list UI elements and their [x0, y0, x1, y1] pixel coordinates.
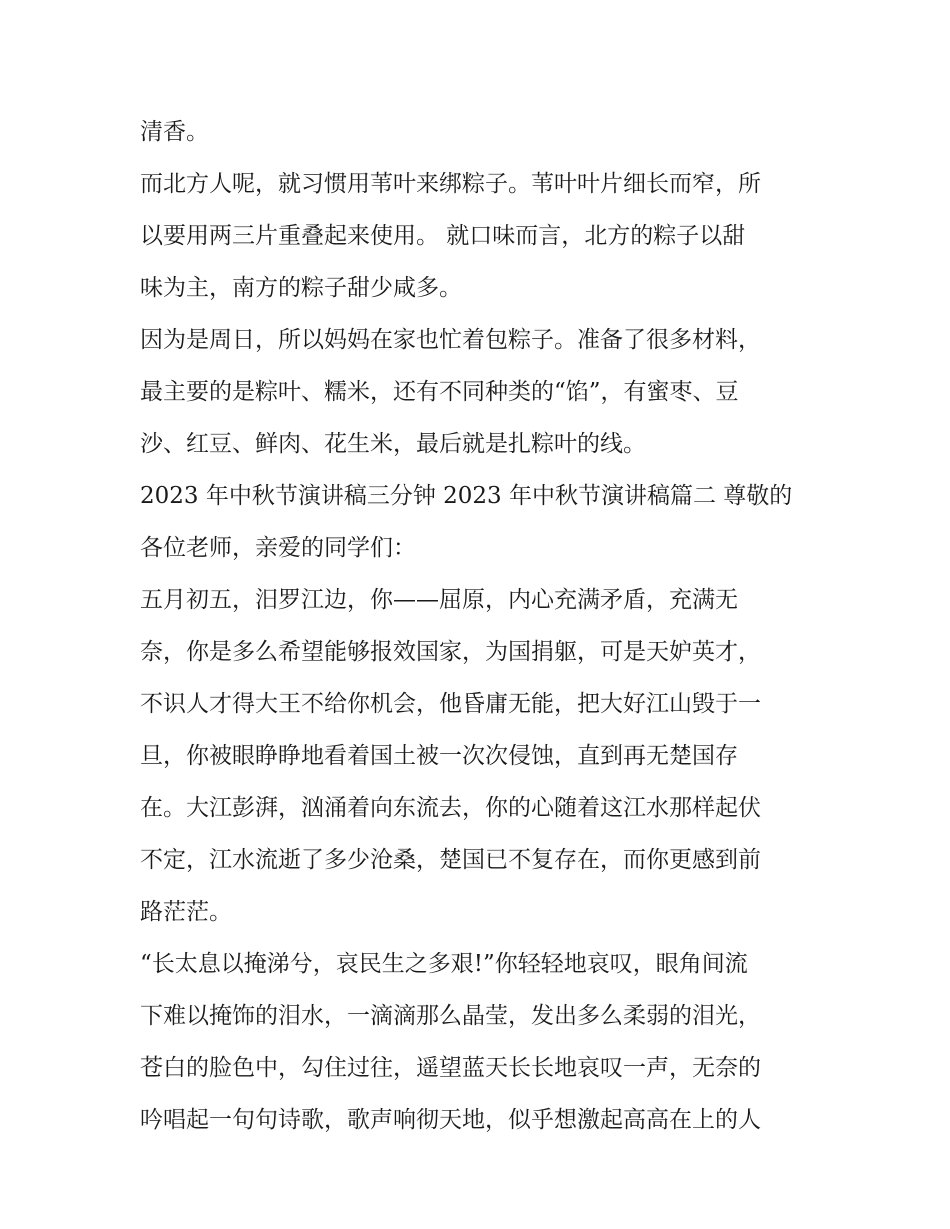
body-text: [140, 106, 820, 1146]
text-line: 而北方人呢，就习惯用苇叶来绑粽子。苇叶叶片细长而窄，所: [140, 171, 761, 197]
text-line: 在。大江彭湃，汹涌着向东流去，你的心随着这江水那样起伏: [140, 795, 761, 821]
text-line: “长太息以掩涕兮，哀民生之多艰!”你轻轻地哀叹，眼角间流: [140, 951, 748, 977]
text-line: 苍白的脸色中，勾住过往，遥望蓝天长长地哀叹一声，无奈的: [140, 1055, 761, 1081]
text-line: 味为主，南方的粽子甜少咸多。: [140, 275, 462, 301]
text-line: 清香。: [140, 119, 209, 145]
text-line: 以要用两三片重叠起来使用。 就口味而言，北方的粽子以甜: [140, 223, 746, 249]
text-line: 五月初五，汨罗江边，你——屈原，内心充满矛盾，充满无: [140, 587, 738, 613]
text-line: 各位老师，亲爱的同学们：: [140, 535, 416, 561]
text-line: 沙、红豆、鲜肉、花生米，最后就是扎粽叶的线。: [140, 431, 646, 457]
text-line: 2023 年中秋节演讲稿三分钟 2023 年中秋节演讲稿篇二 尊敬的: [140, 483, 793, 509]
text-line: 最主要的是粽叶、糯米，还有不同种类的“馅”，有蜜枣、豆: [140, 379, 739, 405]
text-line: 因为是周日，所以妈妈在家也忙着包粽子。准备了很多材料，: [140, 327, 761, 353]
text-line: 旦，你被眼睁睁地看着国土被一次次侵蚀，直到再无楚国存: [140, 743, 738, 769]
text-line: 不识人才得大王不给你机会，他昏庸无能，把大好江山毁于一: [140, 691, 761, 717]
text-line: 下难以掩饰的泪水，一滴滴那么晶莹，发出多么柔弱的泪光，: [140, 1003, 761, 1029]
text-line: 不定，江水流逝了多少沧桑，楚国已不复存在，而你更感到前: [140, 847, 761, 873]
text-line: 路茫茫。: [140, 899, 232, 925]
text-line: 奈，你是多么希望能够报效国家，为国捐躯，可是天妒英才，: [140, 639, 761, 665]
text-line: 吟唱起一句句诗歌，歌声响彻天地，似乎想激起高高在上的人: [140, 1107, 761, 1133]
